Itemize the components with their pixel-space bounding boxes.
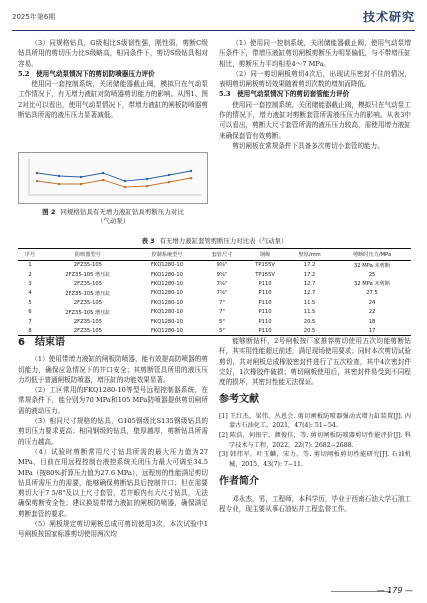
- table-row: [18, 279, 411, 288]
- table-cell: 17.2: [303, 262, 316, 269]
- figure-number: 图 2: [42, 208, 56, 216]
- page-number: — 179 —: [376, 586, 413, 595]
- table-cell: 5: [28, 299, 32, 306]
- paragraph: （3）同规格钻具，G级相比S级韧性强，刚性弱，剪断C级钻具所用的剪切压力比S级略高，相同条件下，剪切S级钻具相对容易。: [18, 39, 208, 68]
- left-bottom-column: [18, 336, 208, 540]
- table-cell: 17: [333, 326, 411, 335]
- table-cell: 12.7: [303, 290, 316, 297]
- table-header-cell: 剪断时压力/MPa: [333, 249, 411, 261]
- paragraph: 使用同一套控制系统，关闭储能器截止阀，模拟只在气动泵工作的情况下，增力液缸对剪断套管所需液压压力的影响。从表3中可以看出，剪断大尺寸套管所需的液压压力较高，需使用增力液缸来确保套管有效剪断。: [219, 100, 411, 140]
- author-heading: 作者简介: [219, 476, 259, 488]
- table-cell: FKQ1280-10: [150, 290, 183, 297]
- table-cell: 32 MPa 未剪断: [354, 281, 391, 288]
- table-cell: 5": [219, 318, 225, 325]
- references-heading: 参考文献: [219, 394, 259, 406]
- right-top-column: [219, 38, 411, 151]
- table-header-cell: 控制系统型号: [134, 249, 200, 261]
- table-cell: 18: [368, 318, 376, 325]
- table-cell: FKQ1280-10: [150, 262, 183, 269]
- table-cell: P110: [258, 280, 272, 287]
- table-header-cell: 壁厚/mm: [286, 249, 333, 261]
- figure-chart: [18, 152, 208, 204]
- paragraph: 剪切闸板在常规条件下具备多次剪切小套管的能力。: [232, 141, 384, 150]
- table-cell: 7: [28, 318, 32, 325]
- paragraph: 能够断钻杆，2号闸板按厂家推荐剪切使用五次均能剪断钻杆，其实用性能超过前述，满足现场使用要求；同时本次剪切试验剪切，共对闸板总成橡胶密封件进行了五次检查，其中4次密封件完好，1次橡胶件破损；剪切闸板使用后，其密封件易受到不同程度的损坏，其密封性能无法保证。: [219, 337, 411, 387]
- table-cell: 1: [28, 262, 32, 269]
- reference-item: [3] 韩伟军，叶玉麟，宋力，等. 剪切闸板剪切性能研究[J]. 石油机械，2015，43(7): 7−11.: [219, 451, 411, 468]
- table-header-cell: 防喷器型号: [42, 249, 134, 261]
- table-row: [18, 261, 411, 270]
- table-cell: 20.5: [303, 318, 316, 325]
- paragraph: （5）闸板规定剪切闸板总成可剪切使用3次，本次试验中1号闸板按国家标准剪切使用两次均: [18, 520, 208, 539]
- table-cell: 2FZ35-105 增压缸: [65, 290, 111, 297]
- table-cell: 12.7: [303, 280, 316, 287]
- table-cell: 24: [368, 299, 376, 306]
- table-cell: P110: [258, 309, 272, 316]
- table-cell: TP155V: [255, 271, 275, 278]
- reference-list: [219, 412, 411, 470]
- table-cell: 17.2: [303, 271, 316, 278]
- subsection-heading: 5.3 使用气动泵情况下的剪切套管能力评价: [219, 90, 350, 99]
- table-cell: 2FZ35-105: [73, 318, 103, 325]
- table-header-cell: 钢级: [244, 249, 286, 261]
- table-cell: 11.5: [303, 309, 316, 316]
- table-cell: FKQ1280-10: [150, 318, 183, 325]
- table-cell: 7⅝": [216, 290, 228, 297]
- table-cell: 3: [28, 280, 32, 287]
- section-title: 技术研究: [362, 10, 415, 24]
- table-caption-text: 有无增力液缸套管剪断压力对比表（气动泵）: [159, 237, 288, 245]
- table-row: [18, 289, 411, 298]
- figure-caption-sub: （气动泵）: [96, 217, 130, 225]
- table-row: [18, 307, 411, 316]
- table-cell: TP155V: [255, 262, 275, 269]
- table-row: [18, 298, 411, 307]
- table-cell: 5": [200, 326, 244, 335]
- table-cell: 6: [28, 309, 32, 316]
- table-cell: FKQ1280-10: [134, 326, 200, 335]
- table-row: [18, 270, 411, 279]
- table-body: [18, 261, 411, 336]
- table-cell: 32 MPa 未剪断: [354, 262, 391, 269]
- table-cell: P110: [244, 326, 286, 335]
- table-header-row: [18, 249, 411, 261]
- table-cell: P110: [258, 318, 272, 325]
- table-cell: FKQ1280-10: [150, 309, 183, 316]
- table-cell: FKQ1280-10: [150, 299, 183, 306]
- reference-item: [2] 陈浩，何银宁，颜俊佳，等. 剪切闸板防喷器剪切性能评价[J]. 科学技术与工程，2022，22(7): 2682−2688.: [219, 431, 411, 449]
- table-cell: 7": [219, 299, 225, 306]
- table-cell: 9⅝": [216, 262, 228, 269]
- paragraph: 使用同一套控制系统，关闭储能器截止阀，模拟只在气动泵工作情况下，有无增力液缸对防喷器剪切能力的影响。从图1、图2对比可以看出，使用气动泵情况下，带增力液缸的闸板防喷器剪断钻具所需的液压压力显著减低。: [18, 80, 208, 120]
- paragraph: （4）试验时剪断常用尺寸钻具所需的最大压力值为27 MPa，目前在用远程控制台液控系统关闭压力最大可调至34.5 MPa（按80%折算压力值为27.6 MPa），远程房的性能满足剪切钻具所需压力的需要，能够确保剪断钻具后控制井口；但在需要剪切大于7 5/8"及以上尺寸套管，若井眼内有大尺寸钻具，无法确保剪断安全性；建议换装带增力液缸的闸板防喷器，确保满足剪断套管的要求。: [18, 447, 208, 518]
- journal-issue: 2025年第6期: [12, 13, 56, 21]
- author-bio: 邓永杰，男，工程师，本科学历，毕业于西南石油大学石油工程专业，现主要从事石油钻井工程监督工作。: [219, 494, 411, 513]
- table-cell: 7": [219, 309, 225, 316]
- table-cell: 25: [368, 271, 376, 278]
- table-cell: 2FZ35-105: [42, 326, 134, 335]
- subsection-heading: 5.2 使用气动泵情况下的剪切防喷器压力评价: [18, 69, 155, 78]
- table-cell: 20.5: [286, 326, 333, 335]
- table-cell: 9⅝": [216, 271, 228, 278]
- table-header-cell: 序号: [18, 249, 42, 261]
- section-heading: 6 结束语: [18, 337, 65, 348]
- table-cell: FKQ1280-10: [150, 280, 183, 287]
- table-cell: 4: [28, 290, 32, 297]
- figure-graphic: [19, 153, 209, 205]
- header-rule: [12, 30, 415, 31]
- paragraph: （1）使用同一控制系统，关闭储能器截止阀，使用气动泵增压条件下，带增压液缸剪切闸板剪断压力明显偏低，与不带增压缸相比，剪断压力平均相差4～7 MPa。: [219, 39, 411, 68]
- table-cell: 2FZ35-105: [73, 262, 103, 269]
- figure-caption-text: 同规格钻具有无增力液缸钻具剪断压力对比: [60, 208, 184, 216]
- paragraph: （2）同一剪切闸板剪切4次后，出现试压密封不住的情况，表明剪切闸板剪切效果随着剪切次数的增加而降低。: [219, 69, 411, 89]
- paragraph: （3）相同尺寸规格的钻具，G105钢级比S135钢级钻具的剪切压力要求更高；相同钢级的钻具，壁厚越厚，剪断钻具所需的压力越高。: [18, 417, 208, 446]
- table-cell: 2FZ35-105 增压缸: [65, 309, 111, 316]
- table-cell: FKQ1280-10: [150, 271, 183, 278]
- table-caption: [18, 236, 411, 245]
- right-bottom-column: [219, 336, 411, 514]
- table-cell: P110: [258, 290, 272, 297]
- table-number: 表 3: [141, 237, 155, 245]
- reference-item: [1] 王红杰，梁伟，丛恩会. 剪切闸板防喷器强动式增力缸装置[J]. 内蒙古石油化工，2021，47(4): 51−54.: [219, 412, 411, 430]
- figure-caption: [18, 208, 208, 226]
- table-cell: 7⅝": [216, 280, 228, 287]
- table-row: [18, 317, 411, 326]
- table-header-cell: 套管尺寸: [200, 249, 244, 261]
- table-cell: 2FZ35-105 增压缸: [65, 272, 111, 279]
- table-cell: 27.5: [366, 290, 378, 297]
- pressure-table: [18, 248, 411, 336]
- table-cell: 2FZ35-105: [73, 299, 103, 306]
- table-cell: 8: [18, 326, 42, 335]
- table-cell: P110: [258, 299, 272, 306]
- left-top-column: [18, 38, 208, 120]
- table-cell: 11.5: [303, 299, 316, 306]
- table-cell: 2FZ35-105: [73, 280, 103, 287]
- paragraph: （1）使用带增力液缸的闸板防喷器，能有效提高防喷器的剪切能力，确保应急情况下的井口安全；其剪断管具所用的液压压力均低于普通闸板防喷器，增压缸的功能效果显著。: [18, 355, 208, 384]
- paragraph: （2）工区常用的FKQ1280-10等型号远程控制器系统，在常规条件下，能分别为70 MPa和105 MPa防喷器提供剪切闸所需的液动压力。: [18, 386, 208, 415]
- table-row: [18, 326, 411, 335]
- table-cell: 22: [368, 309, 376, 316]
- table-cell: 2: [28, 271, 32, 278]
- page-header: [12, 8, 415, 30]
